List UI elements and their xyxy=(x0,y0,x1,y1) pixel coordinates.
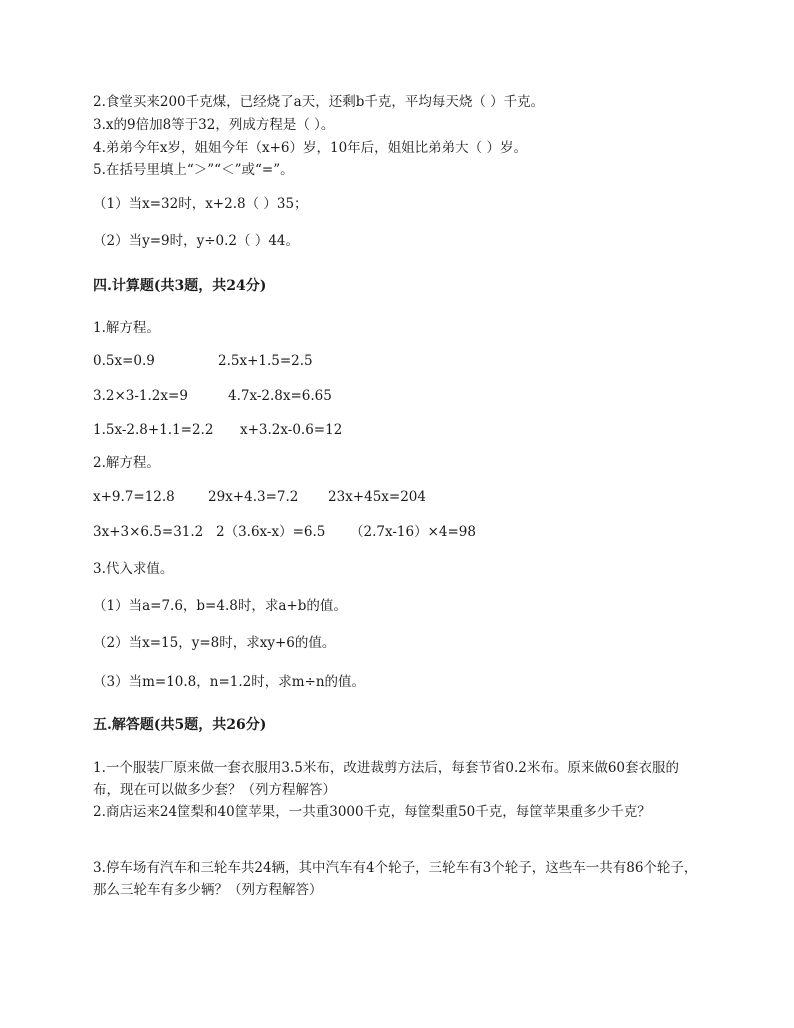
question-5-part-1: （1）当x=32时，x+2.8（ ）35； xyxy=(93,196,308,212)
equation: （2.7x-16）×4=98 xyxy=(350,524,476,540)
section-4-q3-title: 3.代入求值。 xyxy=(93,561,174,577)
equation: 29x+4.3=7.2 xyxy=(208,489,299,505)
equation: x+9.7=12.8 xyxy=(93,489,175,505)
question-2: 2.食堂买来200千克煤，已经烧了a天，还剩b千克，平均每天烧（ ）千克。 xyxy=(93,94,545,110)
word-problem-1: 1.一个服装厂原来做一套衣服用3.5米布，改进裁剪方法后，每套节省0.2米布。原来做60套衣服的布，现在可以做多少套？（列方程解答） xyxy=(93,760,679,798)
equation: 3x+3×6.5=31.2 xyxy=(93,524,204,540)
substitution-item-2: （2）当x=15，y=8时，求xy+6的值。 xyxy=(93,635,336,651)
equation: 3.2×3-1.2x=9 xyxy=(93,388,188,404)
equation: 23x+45x=204 xyxy=(328,489,426,505)
section-4-q2-title: 2.解方程。 xyxy=(93,455,160,471)
word-problem-2: 2.商店运来24筐梨和40筐苹果，一共重3000千克，每筐梨重50千克，每筐苹果重多少千克？ xyxy=(93,804,651,820)
word-problem-3: 3.停车场有汽车和三轮车共24辆，其中汽车有4个轮子，三轮车有3个轮子，这些车一共有86个轮子，那么三轮车有多少辆？（列方程解答） xyxy=(93,860,698,898)
question-5: 5.在括号里填上“＞”“＜”或“=”。 xyxy=(93,162,294,178)
question-4: 4.弟弟今年x岁，姐姐今年（x+6）岁，10年后，姐姐比弟弟大（ ）岁。 xyxy=(93,140,527,156)
question-3: 3.x的9倍加8等于32，列成方程是（ ）。 xyxy=(93,117,335,133)
substitution-item-3: （3）当m=10.8，n=1.2时，求m÷n的值。 xyxy=(93,674,366,690)
equation: x+3.2x-0.6=12 xyxy=(240,422,343,438)
equation: 2.5x+1.5=2.5 xyxy=(218,353,313,369)
equation: 0.5x=0.9 xyxy=(93,353,155,369)
equation: 4.7x-2.8x=6.65 xyxy=(228,388,332,404)
section-5-heading: 五.解答题(共5题，共26分) xyxy=(93,717,267,733)
equation: 2（3.6x-x）=6.5 xyxy=(216,524,326,540)
section-4-q1-title: 1.解方程。 xyxy=(93,320,160,336)
equation: 1.5x-2.8+1.1=2.2 xyxy=(93,422,214,438)
substitution-item-1: （1）当a=7.6，b=4.8时，求a+b的值。 xyxy=(93,598,347,614)
section-4-heading: 四.计算题(共3题，共24分) xyxy=(93,278,267,294)
question-5-part-2: （2）当y=9时，y÷0.2（ ）44。 xyxy=(93,233,299,249)
